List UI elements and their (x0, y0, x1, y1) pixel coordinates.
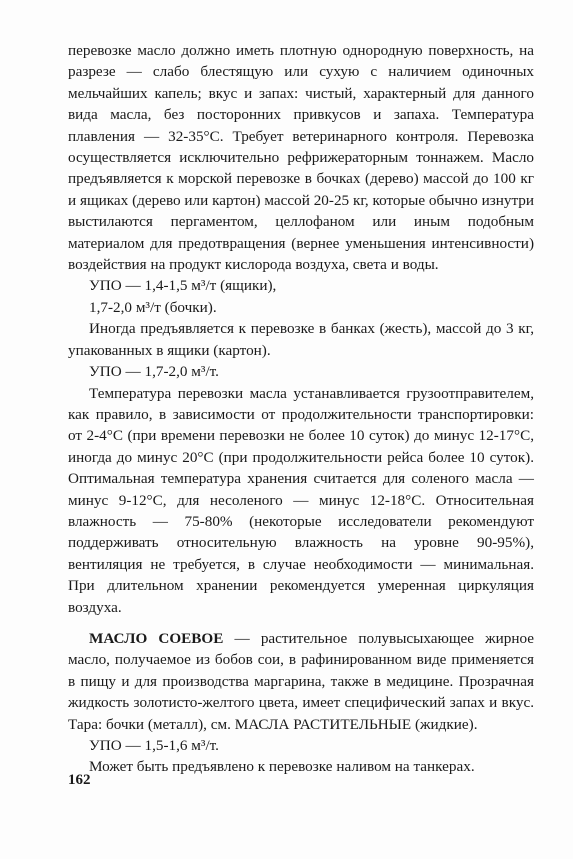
page-number: 162 (68, 772, 91, 788)
paragraph-upo-boxes: УПО — 1,4-1,5 м³/т (ящики), (89, 277, 277, 295)
paragraph-tanker-note: Может быть предъявлено к перевозке наливом на танкерах. (89, 758, 475, 776)
paragraph-temperature: Температура перевозки масла устанавливается грузоотправителем, как правило, в зависимости от продолжительности транспортировки: от 2-4°С (при времени перевозки не более 10 суток) до минус 12-17°С, иногда до минус 20°С (при продолжительности рейса более 10 суток). Оптимальная температура хранения считается для соленого масла — минус 9-12°С, для несоленого — минус 12-18°С. Относительная влажность — 75-80% (некоторые исследователи рекомендуют поддерживать относительную влажность на уровне 90-95%), вентиляция не требуется, в случае необходимости — минимальная. При длительном хранении рекомендуется умеренная циркуляция воздуха. (68, 384, 534, 616)
paragraph-butter-description: перевозке масло должно иметь плотную однородную поверхность, на разрезе — слабо блестящую или сухую с наличием одиночных мельчайших капель; вкус и запах: чистый, характерный для данного вида масла, без посторонних привкусов и запаха. Температура плавления — 32-35°С. Требует ветеринарного контроля. Перевозка осуществляется исключительно рефрижераторным тоннажем. Масло предъявляется к морской перевозке в бочках (дерево) массой до 100 кг и ящиках (дерево или картон) массой 20-25 кг, которые обычно изнутри выстилаются пергаментом, целлофаном или иным подобным материалом для предотвращения (вернее уменьшения интенсивности) воздействия на продукт кислорода воздуха, света и воды. (68, 42, 534, 274)
paragraph-upo-soy: УПО — 1,5-1,6 м³/т. (89, 737, 219, 754)
body-text (68, 40, 534, 778)
paragraph-upo-barrels: 1,7-2,0 м³/т (бочки). (89, 298, 217, 316)
paragraph-cans: Иногда предъявляется к перевозке в банках (жесть), массой до 3 кг, упакованных в ящики (картон). (68, 320, 534, 359)
entry-term: МАСЛО СОЕВОЕ (89, 629, 224, 647)
entry-soy-oil (68, 628, 534, 735)
paragraph-upo-cans: УПО — 1,7-2,0 м³/т. (89, 363, 219, 381)
entry-definition: — растительное полувысыхающее жирное масло, получаемое из бобов сои, в рафинированном виде применяется в пищу и для производства маргарина, также в медицине. Прозрачная жидкость золотисто-желтого цвета, имеет специфический запах и вкус. Тара: бочки (металл), см. МАСЛА РАСТИТЕЛЬНЫЕ (жидкие). (68, 629, 535, 733)
